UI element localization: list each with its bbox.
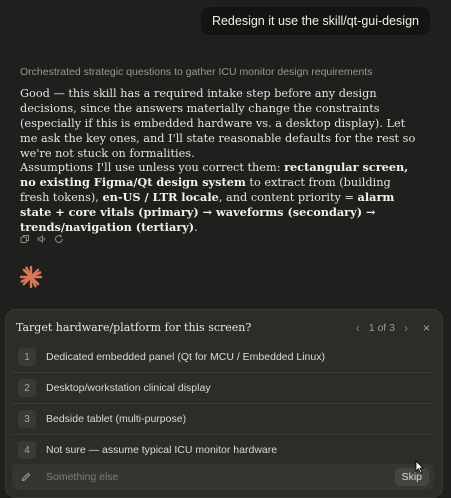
chevron-left-icon[interactable]: ‹ — [355, 321, 360, 335]
text-run: to extract from (building fresh tokens), — [20, 176, 391, 204]
option-item[interactable] — [12, 404, 434, 435]
other-answer-row — [12, 464, 434, 490]
close-icon[interactable]: × — [422, 321, 430, 335]
retry-icon[interactable] — [54, 234, 64, 244]
text-run: Assumptions I'll use unless you correct them: — [20, 161, 285, 174]
option-list — [12, 342, 434, 466]
assumptions-paragraph — [20, 160, 420, 235]
bold-run: rectangular screen, no existing Figma/Qt design system — [20, 160, 409, 189]
option-number: 2 — [18, 379, 36, 397]
option-item[interactable] — [12, 373, 434, 404]
message-actions — [20, 234, 64, 244]
option-number: 4 — [18, 441, 36, 459]
option-number: 1 — [18, 348, 36, 366]
question-title: Target hardware/platform for this screen? — [16, 321, 252, 334]
text-run: , and content priority = — [218, 191, 358, 204]
bold-run: alarm state + core vitals (primary) → waveforms (secondary) → trends/navigation (tertiary) — [20, 190, 395, 234]
option-label: Bedside tablet (multi-purpose) — [46, 413, 187, 425]
mouse-pointer-icon — [415, 460, 424, 479]
option-label: Desktop/workstation clinical display — [46, 382, 211, 394]
option-label: Dedicated embedded panel (Qt for MCU / Embedded Linux) — [46, 351, 325, 363]
speaker-icon[interactable] — [37, 234, 47, 244]
pager-count: 1 of 3 — [368, 322, 395, 334]
option-number: 3 — [18, 410, 36, 428]
pencil-icon — [17, 468, 35, 486]
question-panel — [5, 309, 443, 498]
assistant-logo-icon — [19, 265, 43, 289]
response-paragraph: Good — this skill has a required intake step before any design decisions, since the answers materially change the constraints (especially if this is embedded hardware vs. a desktop display). Let me ask the key ones, and I'll state reasonable defaults for the rest so we're not stuck on formalities. — [20, 87, 416, 160]
option-item[interactable] — [12, 342, 434, 373]
other-answer-input[interactable] — [44, 470, 395, 484]
option-item[interactable] — [12, 435, 434, 466]
skip-button[interactable]: Skip — [395, 468, 429, 486]
question-pager — [356, 321, 430, 335]
chevron-right-icon[interactable]: › — [403, 321, 408, 335]
copy-icon[interactable] — [20, 234, 30, 244]
option-label: Not sure — assume typical ICU monitor hardware — [46, 444, 278, 456]
text-run: . — [194, 221, 198, 234]
user-message: Redesign it use the skill/qt-gui-design — [201, 7, 430, 35]
thinking-summary[interactable]: Orchestrated strategic questions to gather ICU monitor design requirements — [20, 66, 373, 78]
bold-run: en-US / LTR locale — [102, 190, 219, 204]
